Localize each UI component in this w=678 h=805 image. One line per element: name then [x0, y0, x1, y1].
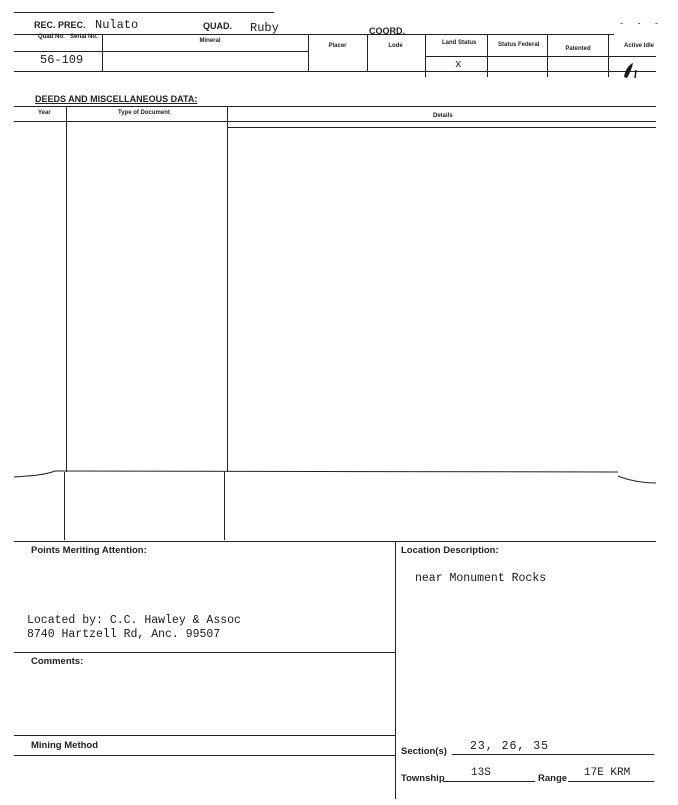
township-value: 13S: [471, 767, 491, 779]
comments-label: Comments:: [31, 656, 84, 667]
deeds-col-type: Type of Document: [118, 110, 170, 116]
deeds-top-rule: [14, 106, 656, 107]
comments-rule: [14, 652, 395, 653]
col-status-federal: Status Federal: [498, 42, 540, 48]
page-break-line: [0, 462, 678, 492]
coord-dashes: - - -: [620, 18, 664, 28]
lower-top-rule: [14, 541, 656, 542]
col-land-status: Land Status: [442, 40, 477, 46]
col-active-idle: Active Idle: [624, 43, 655, 49]
land-status-mark: x: [455, 59, 462, 71]
column-header-rule-left: [14, 51, 308, 52]
col-quad-no: Quad No.: [38, 34, 65, 40]
township-underline: [443, 781, 535, 782]
quad-label: QUAD.: [203, 21, 232, 31]
points-label: Points Meriting Attention:: [31, 545, 147, 556]
mining-method-label: Mining Method: [31, 740, 99, 751]
sep-serial: [102, 34, 103, 71]
deeds-sep-year-top: [66, 106, 67, 472]
sep-placer: [367, 34, 368, 71]
header-rule: [14, 34, 614, 35]
range-underline: [568, 781, 654, 782]
lower-center-divider: [395, 541, 396, 799]
location-value: near Monument Rocks: [415, 572, 547, 585]
sections-underline: [452, 754, 654, 755]
township-label: Township: [401, 773, 445, 784]
column-header-rule-right: [425, 56, 656, 57]
location-label: Location Description:: [401, 545, 499, 556]
located-by-line1: Located by: C.C. Hawley & Assoc: [27, 614, 241, 627]
sections-value: 23, 26, 35: [470, 740, 550, 753]
col-patented: Patented: [565, 46, 591, 52]
sep-mineral: [308, 34, 309, 71]
deeds-header-rule: [14, 121, 656, 122]
col-lode: Lode: [388, 43, 403, 49]
deeds-title: DEEDS AND MISCELLANEOUS DATA:: [35, 94, 198, 104]
deeds-sep-type-top: [227, 106, 228, 472]
rec-prec-value: Nulato: [95, 18, 139, 32]
deeds-col-year: Year: [38, 110, 51, 116]
rec-prec-label: REC. PREC.: [34, 20, 86, 30]
quad-no-value: 56-109: [40, 53, 84, 67]
located-by-line2: 8740 Hartzell Rd, Anc. 99507: [27, 628, 221, 641]
mining-rule: [14, 735, 395, 736]
mining-underline: [14, 755, 395, 756]
col-placer: Placer: [328, 43, 347, 49]
quad-value: Ruby: [250, 21, 279, 35]
coord-label: COORD.: [369, 26, 405, 36]
col-serial-no: Serial No.: [70, 34, 98, 40]
range-label: Range: [538, 773, 568, 784]
range-value: 17E KRM: [584, 767, 631, 779]
deeds-col-details: Details: [433, 113, 453, 119]
col-mineral: Mineral: [199, 38, 221, 44]
top-rule: [14, 12, 274, 13]
active-idle-mark: [620, 60, 644, 80]
sections-label: Section(s): [401, 746, 447, 757]
deeds-details-rule: [228, 127, 656, 128]
row-bottom-rule: [14, 71, 656, 72]
